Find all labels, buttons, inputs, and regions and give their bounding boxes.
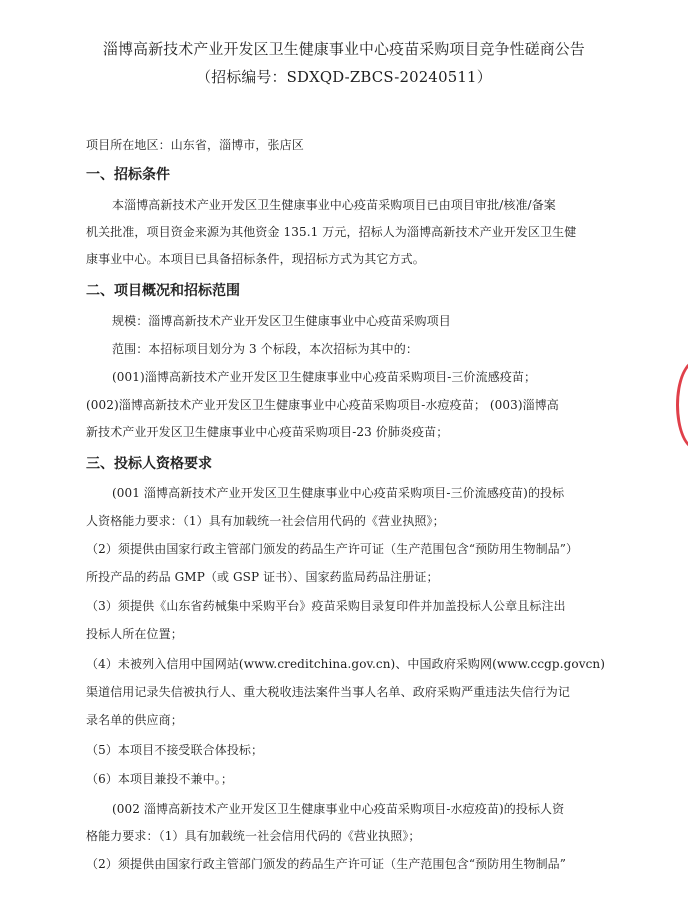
section-1-heading: 一、招标条件: [86, 167, 170, 183]
section-3-line: （3）须提供《山东省药械集中采购平台》疫苗采购目录复印件并加盖投标人公章且标注出: [86, 599, 566, 613]
section-3-line: （2）须提供由国家行政主管部门颁发的药品生产许可证（生产范围包含“预防用生物制品”）: [86, 542, 579, 556]
section-2-line: (002)淄博高新技术产业开发区卫生健康事业中心疫苗采购项目-水痘疫苗； (003)淄博高: [86, 398, 559, 412]
section-3-line: 渠道信用记录失信被执行人、重大税收违法案件当事人名单、政府采购严重违法失信行为记: [86, 685, 571, 699]
section-3-line: 人资格能力要求：（1）具有加载统一社会信用代码的《营业执照》；: [86, 514, 445, 528]
project-location: 项目所在地区：山东省，淄博市，张店区: [86, 138, 304, 152]
section-2-line: 范围：本招标项目划分为 3 个标段，本次招标为其中的：: [112, 342, 418, 356]
section-3-line: （5）本项目不接受联合体投标；: [86, 743, 264, 757]
section-3-line: 格能力要求：（1）具有加载统一社会信用代码的《营业执照》；: [86, 829, 421, 843]
section-3-line: 所投产品的药品 GMP（或 GSP 证书）、国家药监局药品注册证；: [86, 570, 439, 584]
section-1-line: 本淄博高新技术产业开发区卫生健康事业中心疫苗采购项目已由项目审批/核准/备案: [112, 198, 556, 212]
section-3-line: （2）须提供由国家行政主管部门颁发的药品生产许可证（生产范围包含“预防用生物制品”: [86, 857, 567, 871]
section-3-line: （6）本项目兼投不兼中。；: [86, 772, 233, 786]
section-3-line: （4）未被列入信用中国网站(www.creditchina.gov.cn)、中国政府采购网(www.ccgp.govcn): [86, 657, 606, 671]
section-1-line: 机关批准，项目资金来源为其他资金 135.1 万元，招标人为淄博高新技术产业开发区卫生健: [86, 225, 577, 239]
section-2-heading: 二、项目概况和招标范围: [86, 283, 240, 299]
section-3-line: 投标人所在位置；: [86, 627, 183, 641]
announcement-title: 淄博高新技术产业开发区卫生健康事业中心疫苗采购项目竞争性磋商公告: [103, 40, 585, 58]
red-seal-stamp: [676, 360, 688, 450]
section-2-line: 新技术产业开发区卫生健康事业中心疫苗采购项目-23 价肺炎疫苗；: [86, 425, 449, 439]
section-3-heading: 三、投标人资格要求: [86, 456, 212, 472]
section-3-line: 录名单的供应商；: [86, 713, 183, 727]
tender-code: （招标编号：SDXQD-ZBCS-20240511）: [196, 68, 492, 86]
section-1-line: 康事业中心。本项目已具备招标条件，现招标方式为其它方式。: [86, 252, 425, 266]
section-2-line: (001)淄博高新技术产业开发区卫生健康事业中心疫苗采购项目-三价流感疫苗；: [112, 370, 537, 384]
section-2-line: 规模：淄博高新技术产业开发区卫生健康事业中心疫苗采购项目: [112, 314, 451, 328]
section-3-line: (002 淄博高新技术产业开发区卫生健康事业中心疫苗采购项目-水痘疫苗)的投标人资: [112, 802, 565, 816]
section-3-line: (001 淄博高新技术产业开发区卫生健康事业中心疫苗采购项目-三价流感疫苗)的投标: [112, 486, 565, 500]
